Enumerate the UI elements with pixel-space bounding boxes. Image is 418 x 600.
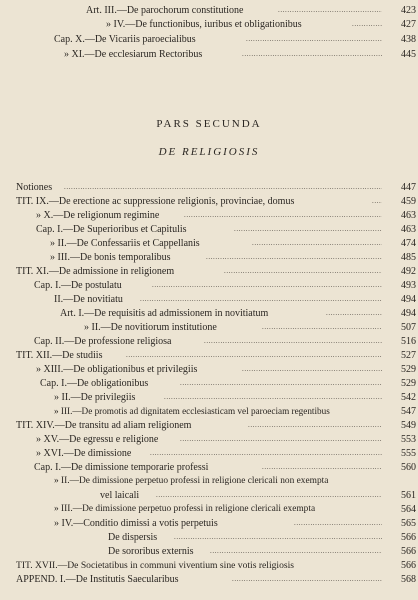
toc-row — [0, 461, 418, 474]
toc-entry-title: Cap. X.—De Vicariis paroecialibus — [54, 34, 196, 45]
toc-row — [0, 321, 418, 334]
toc-page-number: 427 — [401, 19, 416, 30]
dot-leader — [174, 531, 382, 544]
dot-leader — [210, 545, 382, 558]
toc-page-number: 565 — [401, 518, 416, 529]
toc-entry-title: Cap. I.—De Superioribus et Capitulis — [36, 224, 187, 235]
toc-entry-title: Art. III.—De parochorum constitutione — [86, 5, 244, 16]
toc-row — [0, 517, 418, 530]
toc-row — [0, 545, 418, 558]
dot-leader — [164, 391, 382, 404]
toc-page-number: 493 — [401, 280, 416, 291]
toc-page-number: 485 — [401, 252, 416, 263]
toc-entry-title: TIT. XIV.—De transitu ad aliam religionem — [16, 420, 192, 431]
toc-page-number: 492 — [401, 266, 416, 277]
toc-entry-title: » III.—De promotis ad dignitatem ecclesiasticam vel paroeciam regentibus — [54, 406, 330, 416]
toc-entry-title: TIT. XI.—De admissione in religionem — [16, 266, 175, 277]
dot-leader — [180, 377, 382, 390]
toc-entry-title: De dispersis — [108, 532, 158, 543]
toc-entry-title: Notiones — [16, 182, 53, 193]
toc-row — [0, 195, 418, 208]
toc-entry-title: » II.—De Confessariis et Cappellanis — [50, 238, 200, 249]
toc-row — [0, 433, 418, 446]
toc-row — [0, 4, 418, 17]
toc-entry-title: » II.—De novitiorum institutione — [84, 322, 217, 333]
toc-entry-title: » XVI.—De dimissione — [36, 448, 132, 459]
toc-page-number: 566 — [401, 546, 416, 557]
dot-leader — [204, 335, 382, 348]
toc-row — [0, 48, 418, 61]
toc-page-number: 566 — [401, 560, 416, 571]
toc-entry-title: Cap. I.—De obligationibus — [40, 378, 149, 389]
toc-row — [0, 265, 418, 278]
toc-page-number: 507 — [401, 322, 416, 333]
toc-page-number: 438 — [401, 34, 416, 45]
toc-page-number: 463 — [401, 210, 416, 221]
toc-page-number: 529 — [401, 364, 416, 375]
toc-row — [0, 251, 418, 264]
toc-row — [0, 573, 418, 586]
toc-entry-title: » X.—De religionum regimine — [36, 210, 160, 221]
dot-leader — [234, 223, 382, 236]
toc-entry-title: TIT. IX.—De erectione ac suppressione religionis, provinciae, domus — [16, 196, 295, 207]
toc-row — [0, 489, 418, 502]
toc-entry-title: TIT. XII.—De studiis — [16, 350, 103, 361]
toc-page-number: 549 — [401, 420, 416, 431]
toc-page-number: 568 — [401, 574, 416, 585]
dot-leader — [248, 419, 382, 432]
dot-leader — [180, 433, 382, 446]
toc-row — [0, 447, 418, 460]
toc-entry-title: » XIII.—De obligationibus et privilegiis — [36, 364, 198, 375]
dot-leader — [246, 33, 382, 46]
toc-page-number: 527 — [401, 350, 416, 361]
toc-entry-title: Art. I.—De requisitis ad admissionem in novitiatum — [60, 308, 269, 319]
toc-page-number: 463 — [401, 224, 416, 235]
dot-leader — [262, 461, 382, 474]
dot-leader — [372, 195, 382, 208]
toc-entry-title: TIT. XVII.—De Societatibus in communi viventium sine votis religiosis — [16, 560, 295, 571]
toc-page-number: 542 — [401, 392, 416, 403]
toc-row — [0, 307, 418, 320]
dot-leader — [206, 251, 382, 264]
toc-row — [0, 18, 418, 31]
toc-row — [0, 363, 418, 376]
toc-entry-title: » IV.—Conditio dimissi a votis perpetuis — [54, 518, 218, 529]
toc-page-number: 564 — [401, 504, 416, 515]
toc-row — [0, 33, 418, 46]
dot-leader — [150, 447, 382, 460]
toc-page-number: 445 — [401, 49, 416, 60]
toc-row — [0, 391, 418, 404]
toc-row — [0, 181, 418, 194]
part-title: PARS SECUNDA — [156, 118, 262, 130]
dot-leader — [152, 279, 382, 292]
toc-row — [0, 209, 418, 222]
dot-leader — [242, 363, 382, 376]
dot-leader — [126, 349, 382, 362]
dot-leader — [278, 4, 382, 17]
toc-entry-title: II.—De novitiatu — [54, 294, 123, 305]
toc-row — [0, 377, 418, 390]
toc-row — [0, 349, 418, 362]
toc-row — [0, 419, 418, 432]
toc-page-number: 423 — [401, 5, 416, 16]
toc-page-number: 459 — [401, 196, 416, 207]
toc-row — [0, 237, 418, 250]
toc-entry-title: » III.—De bonis temporalibus — [50, 252, 171, 263]
toc-row — [0, 293, 418, 306]
toc-entry-title: » XI.—De ecclesiarum Rectoribus — [64, 49, 203, 60]
toc-row — [0, 405, 418, 418]
toc-entry-title: Cap. I.—De postulatu — [34, 280, 122, 291]
toc-page-number: 529 — [401, 378, 416, 389]
dot-leader — [352, 18, 382, 31]
toc-entry-title: » III.—De dimissione perpetuo professi in religione clericali exempta — [54, 504, 316, 514]
toc-page-number: 474 — [401, 238, 416, 249]
toc-entry-title: vel laicali — [100, 490, 140, 501]
toc-page-number: 560 — [401, 462, 416, 473]
toc-page-number: 555 — [401, 448, 416, 459]
dot-leader — [232, 573, 382, 586]
toc-entry-title: APPEND. I.—De Institutis Saecularibus — [16, 574, 179, 585]
toc-page-number: 447 — [401, 182, 416, 193]
dot-leader — [224, 265, 382, 278]
toc-page-number: 547 — [401, 406, 416, 417]
dot-leader — [140, 293, 382, 306]
toc-entry-title: De sororibus externis — [108, 546, 194, 557]
toc-entry-title: » IV.—De functionibus, iuribus et obligationibus — [106, 19, 302, 30]
dot-leader — [184, 209, 382, 222]
toc-entry-title: Cap. II.—De professione religiosa — [34, 336, 172, 347]
toc-entry-title: » II.—De dimissione perpetuo professi in religione clericali non exempta — [54, 476, 329, 486]
dot-leader — [156, 489, 382, 502]
toc-row — [0, 335, 418, 348]
toc-row — [0, 475, 418, 488]
dot-leader — [64, 181, 382, 194]
part-subtitle: DE RELIGIOSIS — [158, 146, 260, 158]
toc-row — [0, 531, 418, 544]
toc-entry-title: Cap. I.—De dimissione temporarie professi — [34, 462, 209, 473]
toc-row — [0, 503, 418, 516]
toc-entry-title: » XV.—De egressu e religione — [36, 434, 159, 445]
toc-page-number: 494 — [401, 308, 416, 319]
dot-leader — [262, 321, 382, 334]
toc-page-number: 566 — [401, 532, 416, 543]
toc-row — [0, 559, 418, 572]
toc-page-number: 494 — [401, 294, 416, 305]
toc-page-number: 553 — [401, 434, 416, 445]
dot-leader — [242, 48, 382, 61]
dot-leader — [294, 517, 382, 530]
toc-page-number: 561 — [401, 490, 416, 501]
toc-entry-title: » II.—De privilegiis — [54, 392, 136, 403]
toc-page-number: 516 — [401, 336, 416, 347]
toc-row — [0, 279, 418, 292]
dot-leader — [252, 237, 382, 250]
dot-leader — [326, 307, 382, 320]
toc-row — [0, 223, 418, 236]
